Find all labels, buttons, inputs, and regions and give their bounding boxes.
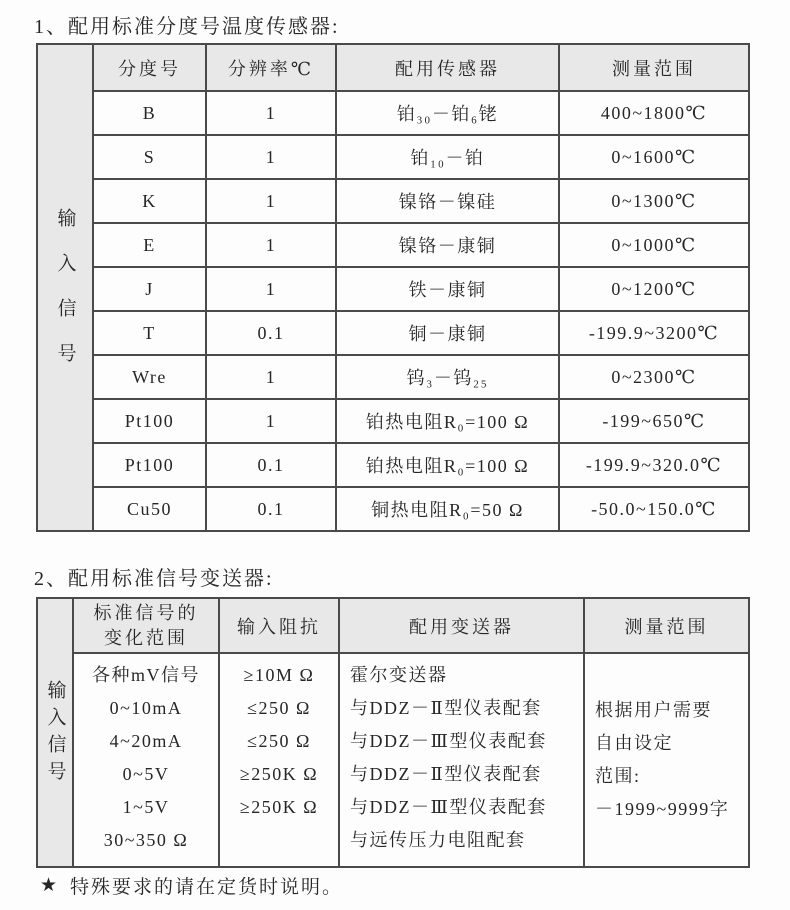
range-cell: -199~650℃ <box>559 399 749 443</box>
signal-item: 1~5V <box>122 797 170 817</box>
transmitter-item: 与DDZ－Ⅱ型仪表配套 <box>350 764 542 784</box>
input-signal-rowheader <box>37 598 73 867</box>
grade-cell: T <box>93 311 206 355</box>
col-header-range: 测量范围 <box>559 44 749 91</box>
input-signal-rowheader <box>37 44 93 531</box>
table-row <box>37 355 749 399</box>
table-row <box>37 487 749 531</box>
resolution-cell: 1 <box>206 223 336 267</box>
range-cell: 400~1800℃ <box>559 91 749 135</box>
sensor-cell: 铂₃₀－铂₆铑 <box>336 91 559 135</box>
resolution-cell: 0.1 <box>206 487 336 531</box>
impedance-list-cell <box>219 653 339 867</box>
grade-cell: Wre <box>93 355 206 399</box>
resolution-cell: 1 <box>206 399 336 443</box>
resolution-cell: 1 <box>206 355 336 399</box>
impedance-item: ≤250 Ω <box>247 698 311 718</box>
col-header-impedance: 输入阻抗 <box>219 598 339 653</box>
resolution-cell: 1 <box>206 179 336 223</box>
table-row <box>37 179 749 223</box>
sensor-cell: 镍铬－镍硅 <box>336 179 559 223</box>
signal-range-header-line2: 变化范围 <box>104 627 188 648</box>
col-header-resolution: 分辨率℃ <box>206 44 336 91</box>
signal-transmitter-table <box>36 597 750 868</box>
range-line: 根据用户需要 <box>595 700 712 720</box>
signal-item: 4~20mA <box>109 731 183 751</box>
col-header-sensor: 配用传感器 <box>336 44 559 91</box>
transmitter-item: 霍尔变送器 <box>350 665 448 685</box>
sensor-cell: 镍铬－康铜 <box>336 223 559 267</box>
impedance-item: ≤250 Ω <box>247 731 311 751</box>
sensor-cell: 钨₃－钨₂₅ <box>336 355 559 399</box>
impedance-item: ≥250K Ω <box>239 797 319 817</box>
resolution-cell: 1 <box>206 91 336 135</box>
table-row <box>37 267 749 311</box>
sensor-cell: 铜－康铜 <box>336 311 559 355</box>
table-row <box>37 399 749 443</box>
grade-cell: J <box>93 267 206 311</box>
transmitter-item: 与远传压力电阻配套 <box>350 830 526 850</box>
sensor-cell: 铜热电阻R₀=50 Ω <box>336 487 559 531</box>
impedance-item: ≥250K Ω <box>239 764 319 784</box>
range-line: 自由设定 <box>595 733 673 753</box>
range-line: －1999~9999字 <box>595 799 730 819</box>
signal-item: 各种mV信号 <box>92 665 200 685</box>
range-cell: 0~1200℃ <box>559 267 749 311</box>
col-header-transmitter: 配用变送器 <box>339 598 584 653</box>
grade-cell: B <box>93 91 206 135</box>
table-row <box>37 311 749 355</box>
footnote <box>40 872 343 899</box>
input-signal-vertical-label: 输入信号 <box>44 680 66 788</box>
sensor-cell: 铂₁₀－铂 <box>336 135 559 179</box>
signal-item: 0~5V <box>122 764 170 784</box>
grade-cell: K <box>93 179 206 223</box>
table2-header-row <box>37 598 749 653</box>
section2-title: 2、配用标准信号变送器: <box>34 568 274 590</box>
grade-cell: S <box>93 135 206 179</box>
transmitter-item: 与DDZ－Ⅱ型仪表配套 <box>350 698 542 718</box>
grade-cell: Pt100 <box>93 443 206 487</box>
footnote-text: 特殊要求的请在定货时说明。 <box>70 877 344 898</box>
range-cell: 0~2300℃ <box>559 355 749 399</box>
range-cell: 0~1300℃ <box>559 179 749 223</box>
table2-body-row <box>37 653 749 867</box>
range-cell: -199.9~320.0℃ <box>559 443 749 487</box>
grade-cell: Cu50 <box>93 487 206 531</box>
range-cell: 0~1600℃ <box>559 135 749 179</box>
table-row <box>37 443 749 487</box>
input-signal-vertical-label: 输入信号 <box>54 208 76 388</box>
sensor-cell: 铂热电阻R₀=100 Ω <box>336 399 559 443</box>
range-cell: -199.9~3200℃ <box>559 311 749 355</box>
section1-title: 1、配用标准分度号温度传感器: <box>34 16 340 38</box>
transmitter-item: 与DDZ－Ⅲ型仪表配套 <box>350 797 547 817</box>
signal-list-cell <box>73 653 219 867</box>
range-cell: -50.0~150.0℃ <box>559 487 749 531</box>
signal-item: 30~350 Ω <box>103 830 189 850</box>
col-header-signal-range <box>73 598 219 653</box>
impedance-item: ≥10M Ω <box>243 665 315 685</box>
sensor-cell: 铁－康铜 <box>336 267 559 311</box>
signal-item: 0~10mA <box>109 698 183 718</box>
col-header-grade: 分度号 <box>93 44 206 91</box>
table-row <box>37 223 749 267</box>
resolution-cell: 0.1 <box>206 311 336 355</box>
grade-cell: E <box>93 223 206 267</box>
transmitter-item: 与DDZ－Ⅲ型仪表配套 <box>350 731 547 751</box>
resolution-cell: 0.1 <box>206 443 336 487</box>
grade-cell: Pt100 <box>93 399 206 443</box>
temperature-sensor-table <box>36 43 750 532</box>
measure-range-cell <box>584 653 749 867</box>
signal-range-header-line1: 标准信号的 <box>93 602 199 623</box>
table-row <box>37 135 749 179</box>
range-line: 范围: <box>595 766 641 786</box>
star-icon: ★ <box>40 875 58 896</box>
resolution-cell: 1 <box>206 135 336 179</box>
resolution-cell: 1 <box>206 267 336 311</box>
sensor-cell: 铂热电阻R₀=100 Ω <box>336 443 559 487</box>
table1-header-row <box>37 44 749 91</box>
col-header-measure-range: 测量范围 <box>584 598 749 653</box>
range-cell: 0~1000℃ <box>559 223 749 267</box>
transmitter-list-cell <box>339 653 584 867</box>
table-row <box>37 91 749 135</box>
